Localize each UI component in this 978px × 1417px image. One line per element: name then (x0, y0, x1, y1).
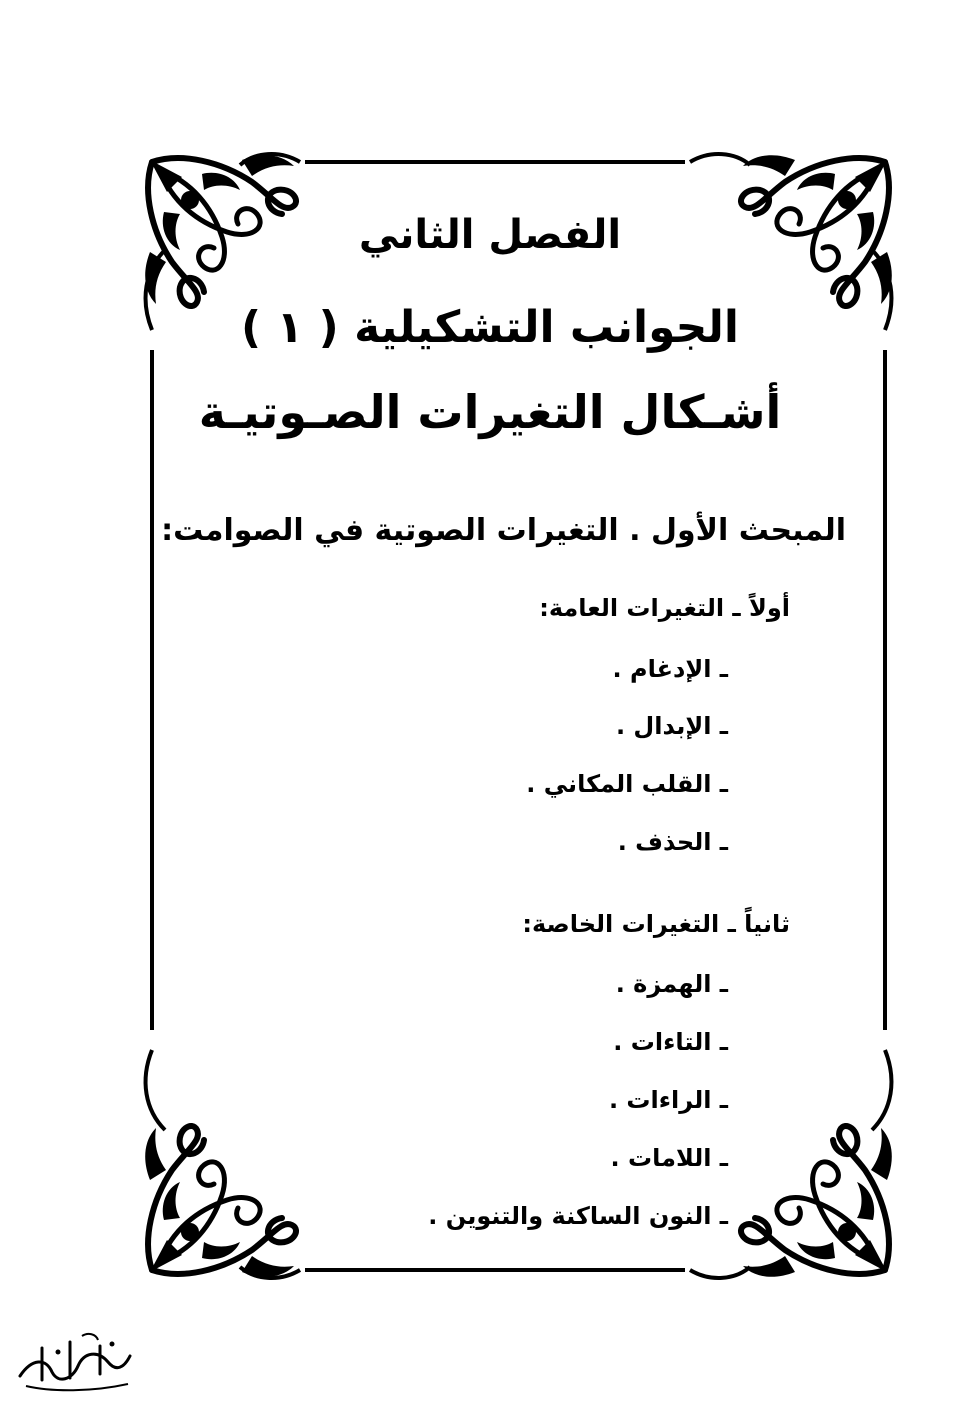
specific-changes-label: ثانياً ـ التغيرات الخاصة: (522, 910, 790, 938)
section-heading: المبحث الأول . التغيرات الصوتية في الصوامت: (161, 513, 846, 548)
uploader-stamp-logo (12, 1328, 138, 1398)
list-item: ـ القلب المكاني . (526, 770, 728, 798)
list-item: ـ اللامات . (610, 1144, 728, 1172)
general-changes-label: أولاً ـ التغيرات العامة: (539, 594, 790, 622)
chapter-subtitle: أشـكال التغيرات الصـوتيـة (198, 385, 782, 439)
list-item: ـ الراءات . (608, 1086, 728, 1114)
list-item: ـ الهمزة . (615, 970, 728, 998)
chapter-heading: الفصل الثاني (358, 212, 622, 258)
list-item: ـ التاءات . (613, 1028, 728, 1056)
chapter-title: الجوانب التشكيلية ( ١ ) (241, 302, 739, 353)
list-item: ـ الإبدال . (615, 712, 728, 740)
list-item: ـ النون الساكنة والتنوين . (428, 1202, 728, 1230)
list-item: ـ الحذف . (617, 828, 728, 856)
list-item: ـ الإدغام . (612, 655, 728, 683)
